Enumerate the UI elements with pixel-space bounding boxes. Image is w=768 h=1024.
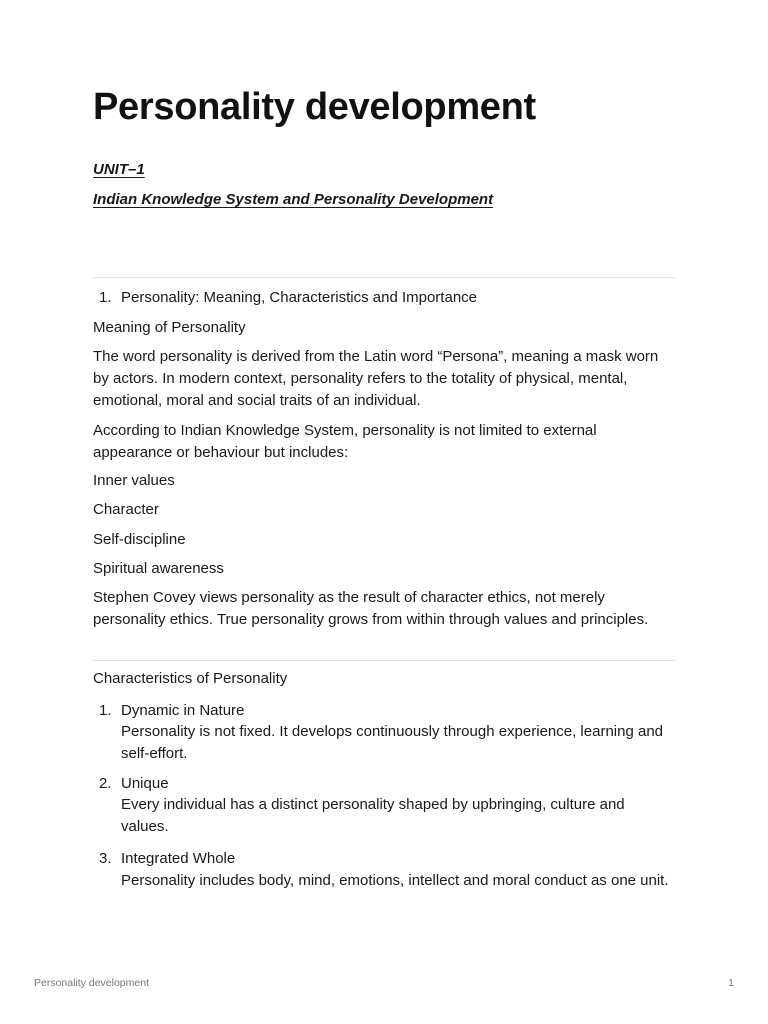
list-number: 1. xyxy=(99,289,112,306)
divider xyxy=(93,277,676,278)
characteristic-title: Dynamic in Nature xyxy=(121,702,245,719)
section-title: Personality: Meaning, Characteristics and Importance xyxy=(121,289,478,306)
paragraph-latin-origin: The word personality is derived from the Latin word “Persona”, meaning a mask worn by actors. In modern context, personality refers to the totality of physical, mental, emotional, moral and social traits of an individual. xyxy=(93,348,659,409)
characteristic-description: Every individual has a distinct personality shaped by upbringing, culture and values. xyxy=(121,796,625,835)
list-item: Inner values xyxy=(93,472,175,489)
list-item: Spiritual awareness xyxy=(93,560,224,577)
characteristics-heading: Characteristics of Personality xyxy=(93,670,288,687)
list-number: 2. xyxy=(99,775,112,792)
list-item: Self-discipline xyxy=(93,531,186,548)
list-number: 3. xyxy=(99,850,112,867)
list-item: Character xyxy=(93,501,159,518)
document-title: Personality development xyxy=(93,86,536,128)
unit-heading: UNIT–1 xyxy=(93,161,145,178)
characteristic-description: Personality is not fixed. It develops continuously through experience, learning and self-effort. xyxy=(121,723,663,762)
list-number: 1. xyxy=(99,702,112,719)
footer-document-name: Personality development xyxy=(34,977,149,989)
paragraph-iks-definition: According to Indian Knowledge System, personality is not limited to external appearance or behaviour but includes: xyxy=(93,422,597,461)
divider xyxy=(93,660,676,661)
meaning-heading: Meaning of Personality xyxy=(93,319,246,336)
characteristic-title: Integrated Whole xyxy=(121,850,236,867)
characteristic-title: Unique xyxy=(121,775,169,792)
paragraph-covey: Stephen Covey views personality as the result of character ethics, not merely personality ethics. True personality grows from within through values and principles. xyxy=(93,589,649,628)
unit-subtitle: Indian Knowledge System and Personality Development xyxy=(93,191,494,208)
footer-page-number: 1 xyxy=(728,977,734,989)
characteristic-description: Personality includes body, mind, emotions, intellect and moral conduct as one unit. xyxy=(121,872,669,889)
